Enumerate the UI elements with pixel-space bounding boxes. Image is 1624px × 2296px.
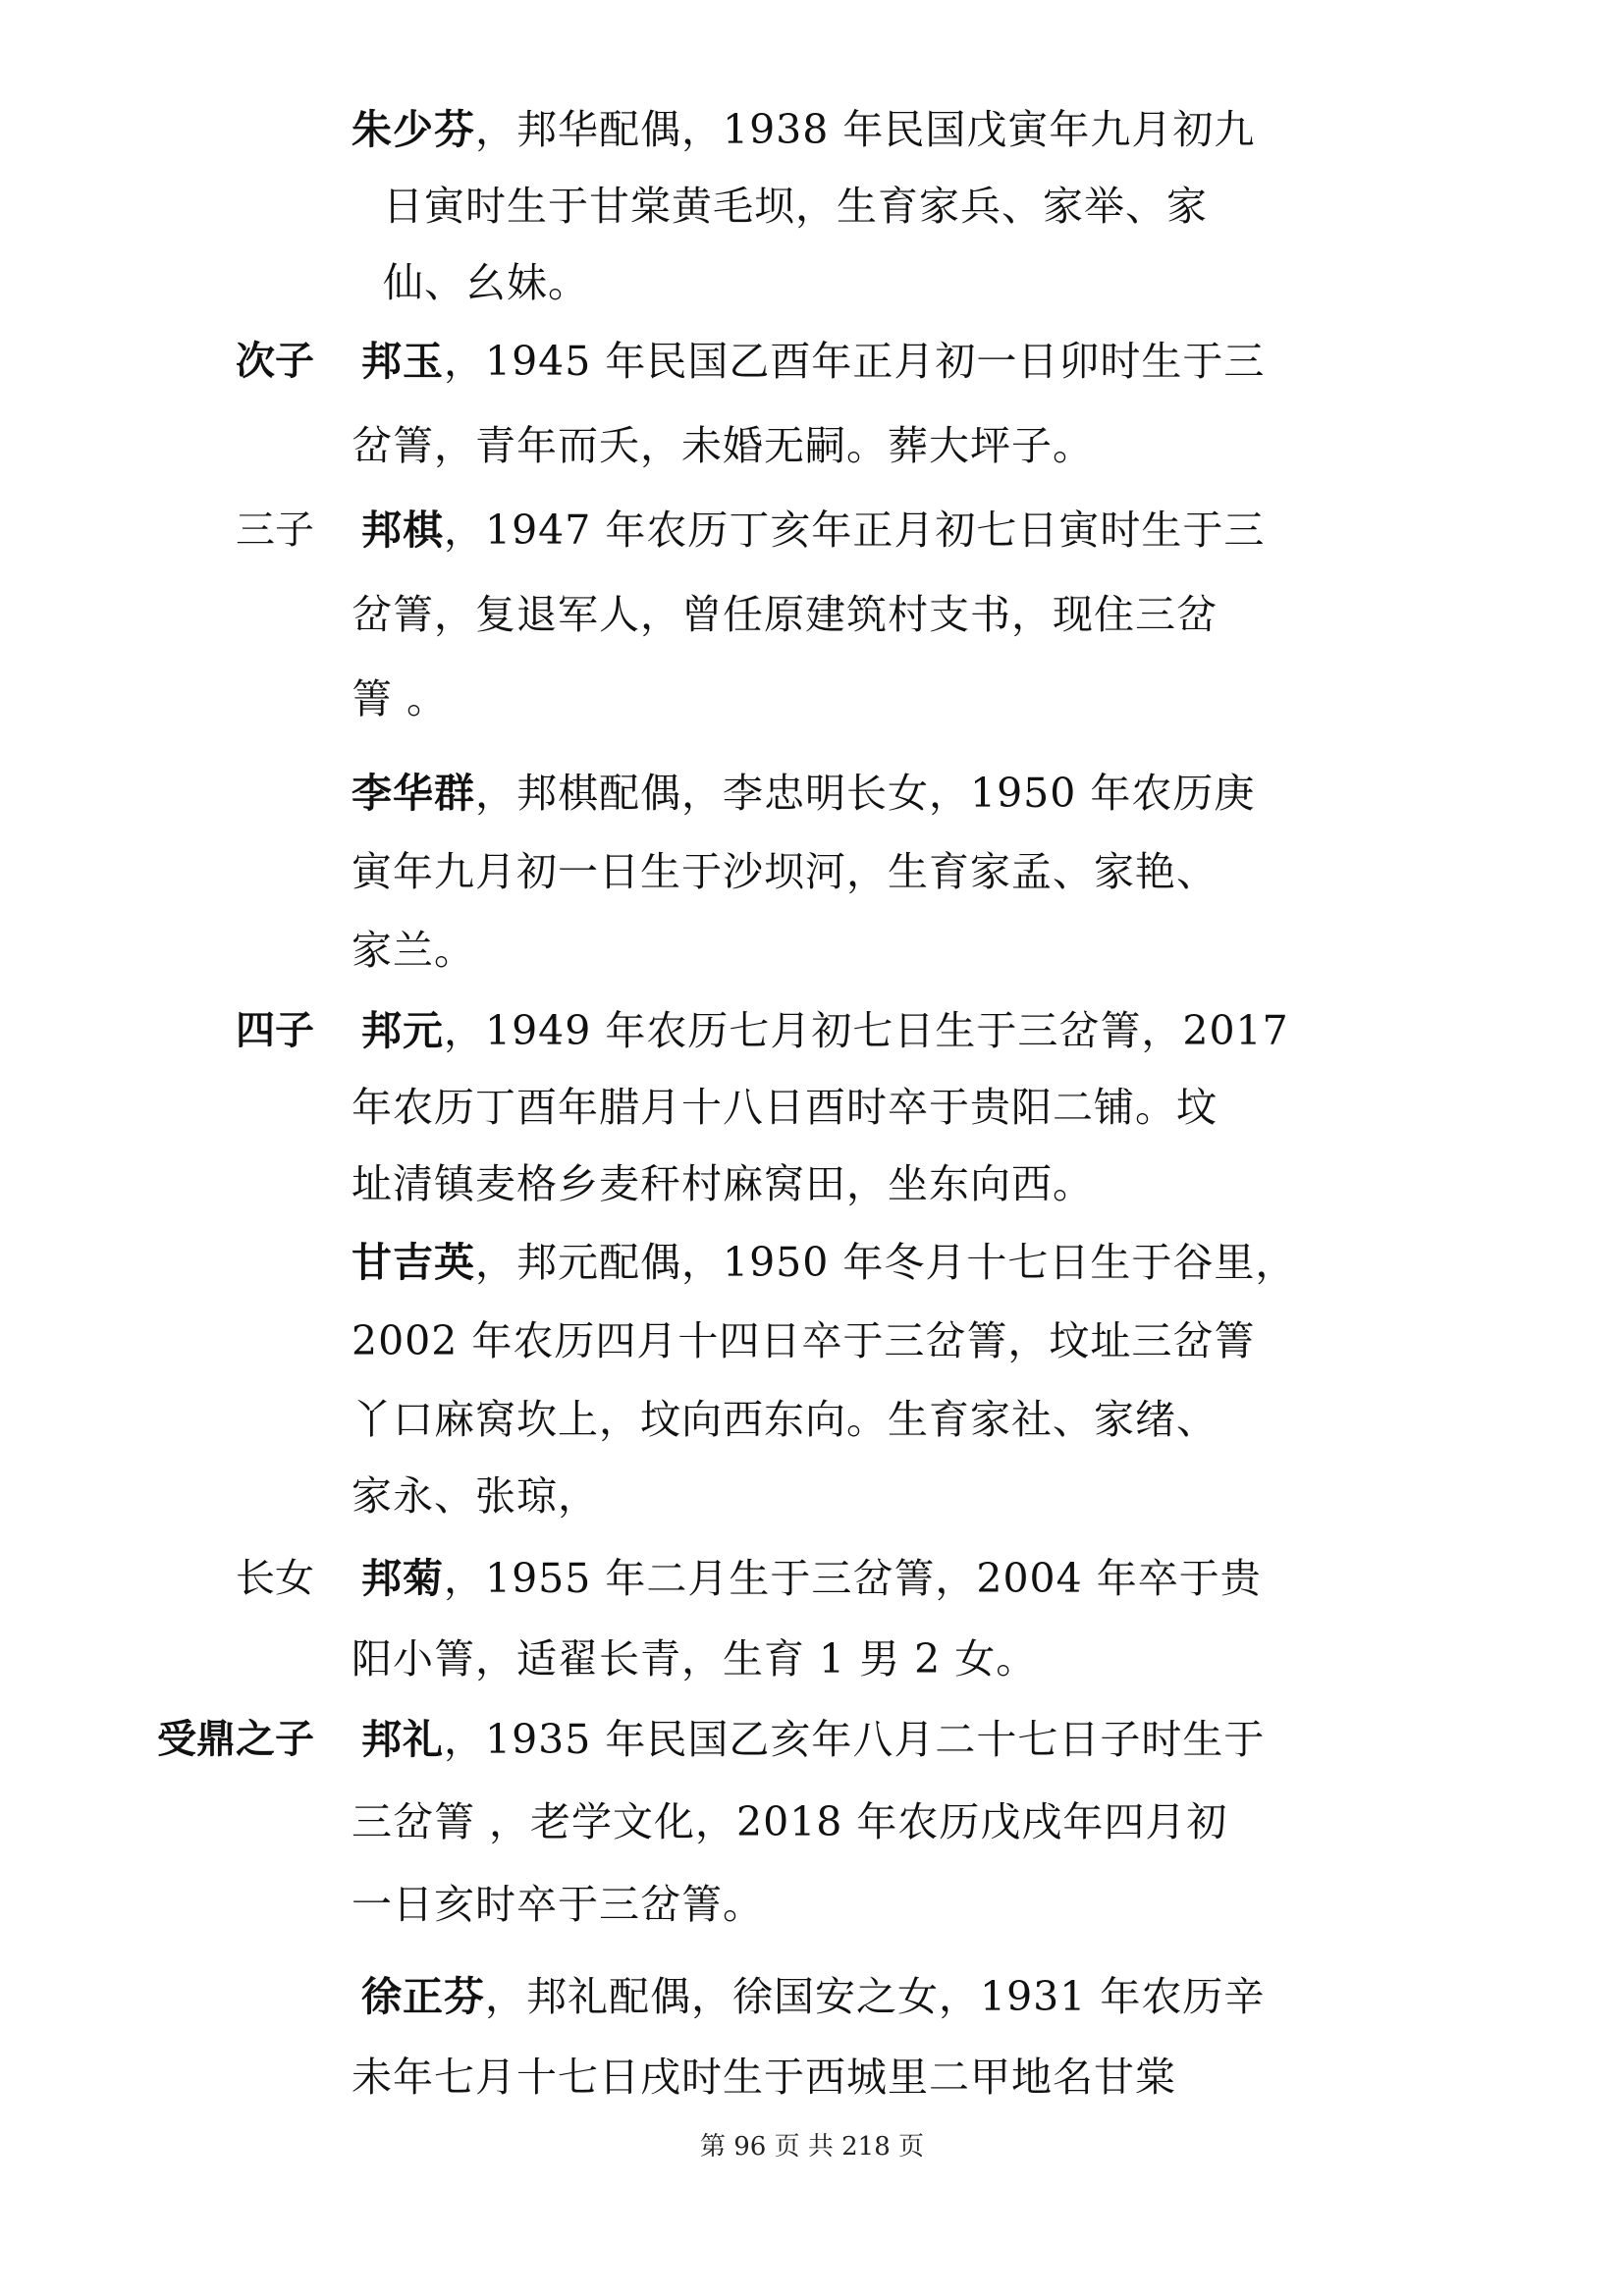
entry-line: 徐正芬，邦礼配偶，徐国安之女，1931 年农历辛 xyxy=(361,1973,1266,2020)
entry-line: 箐 。 xyxy=(352,675,449,722)
person-name: 李华群 xyxy=(352,770,475,817)
person-name: 邦玉 xyxy=(361,338,444,385)
person-name: 邦礼 xyxy=(361,1716,444,1763)
relation-label: 三子 xyxy=(236,507,314,553)
entry-line: 家兰。 xyxy=(352,927,475,974)
entry-line: 丫口麻窝坎上，坟向西东向。生育家社、家绪、 xyxy=(352,1396,1218,1443)
entry-line: 李华群，邦棋配偶，李忠明长女，1950 年农历庚 xyxy=(352,770,1256,817)
relation-label: 受鼎之子 xyxy=(157,1717,314,1762)
relation-label: 次子 xyxy=(236,339,314,384)
entry-line: 邦棋，1947 年农历丁亥年正月初七日寅时生于三 xyxy=(361,507,1266,554)
entry-line: 甘吉英，邦元配偶，1950 年冬月十七日生于谷里， xyxy=(352,1239,1297,1286)
page-footer: 第 96 页 共 218 页 xyxy=(699,2132,925,2162)
person-name: 邦元 xyxy=(361,1007,444,1054)
entry-line: 岔箐，青年而夭，未婚无嗣。葬大坪子。 xyxy=(352,422,1094,469)
entry-line: 址清镇麦格乡麦秆村麻窝田，坐东向西。 xyxy=(352,1160,1094,1207)
relation-label: 四子 xyxy=(236,1008,314,1053)
entry-line: 邦菊，1955 年二月生于三岔箐，2004 年卒于贵 xyxy=(361,1555,1262,1602)
entry-line: 朱少芬，邦华配偶，1938 年民国戊寅年九月初九 xyxy=(352,106,1256,153)
entry-line: 岔箐，复退军人，曾任原建筑村支书，现住三岔 xyxy=(352,591,1218,638)
entry-line: 家永、张琼， xyxy=(352,1472,599,1520)
entry-line: 邦礼，1935 年民国乙亥年八月二十七日子时生于 xyxy=(361,1716,1266,1763)
entry-line: 三岔箐 ，老学文化，2018 年农历戊戌年四月初 xyxy=(352,1798,1228,1845)
person-name: 甘吉英 xyxy=(352,1239,475,1286)
entry-line: 寅年九月初一日生于沙坝河，生育家孟、家艳、 xyxy=(352,848,1218,895)
person-name: 徐正芬 xyxy=(361,1973,485,2020)
entry-line: 邦玉，1945 年民国乙酉年正月初一日卯时生于三 xyxy=(361,338,1266,385)
entry-line: 日寅时生于甘棠黄毛坝，生育家兵、家举、家 xyxy=(383,183,1208,230)
entry-line: 邦元，1949 年农历七月初七日生于三岔箐，2017 xyxy=(361,1007,1289,1054)
person-name: 邦菊 xyxy=(361,1555,444,1602)
entry-line: 仙、幺妹。 xyxy=(383,259,589,306)
person-name: 朱少芬 xyxy=(352,106,475,153)
entry-line: 2002 年农历四月十四日卒于三岔箐，坟址三岔箐 xyxy=(352,1317,1256,1364)
entry-line: 年农历丁酉年腊月十八日酉时卒于贵阳二铺。坟 xyxy=(352,1084,1218,1131)
entry-line: 未年七月十七日戌时生于西城里二甲地名甘棠 xyxy=(352,2054,1176,2101)
entry-line: 阳小箐，适翟长青，生育 1 男 2 女。 xyxy=(352,1635,1038,1682)
entry-line: 一日亥时卒于三岔箐。 xyxy=(352,1881,764,1928)
relation-label: 长女 xyxy=(236,1556,314,1601)
person-name: 邦棋 xyxy=(361,507,444,554)
